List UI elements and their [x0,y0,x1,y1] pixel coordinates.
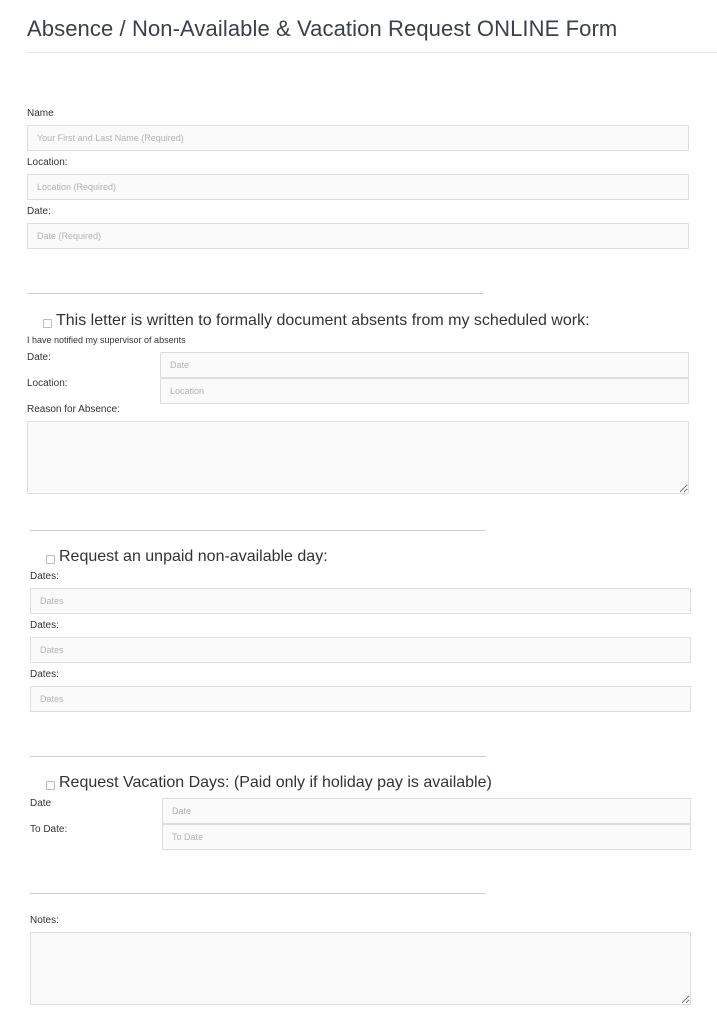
title-divider [27,52,717,53]
vacation-heading-row [46,774,492,792]
unpaid-dates-label-1: Dates: [30,571,59,582]
unpaid-dates-input-2[interactable] [30,637,691,663]
location-label: Location: [27,157,68,168]
unpaid-heading-row [46,548,328,566]
section-divider [30,756,486,757]
vacation-to-date-input[interactable] [162,824,691,850]
unpaid-dates-label-2: Dates: [30,620,59,631]
section-divider [27,293,483,294]
vacation-checkbox[interactable] [46,781,55,790]
unpaid-checkbox[interactable] [46,555,55,564]
vacation-heading: Request Vacation Days: (Paid only if holiday pay is available) [59,774,492,791]
notes-textarea[interactable] [30,932,691,1005]
date-input[interactable] [27,223,689,249]
supervisor-notice: I have notified my supervisor of absents [27,335,186,345]
vacation-date-label: Date [30,798,52,809]
section-divider [30,530,486,531]
name-label: Name [27,108,54,119]
vacation-date-input[interactable] [162,798,691,824]
reason-label: Reason for Absence: [27,404,120,415]
notes-label: Notes: [30,915,59,926]
absence-location-label: Location: [27,378,68,389]
unpaid-dates-input-3[interactable] [30,686,691,712]
reason-textarea[interactable] [27,421,689,494]
page-title: Absence / Non-Available & Vacation Request ONLINE Form [27,16,618,41]
absence-heading: This letter is written to formally document absents from my scheduled work: [56,312,590,329]
location-input[interactable] [27,174,689,200]
absence-heading-row [43,312,590,330]
date-label: Date: [27,206,51,217]
unpaid-dates-input-1[interactable] [30,588,691,614]
absence-date-label: Date: [27,352,51,363]
absence-checkbox[interactable] [43,319,52,328]
unpaid-heading: Request an unpaid non-available day: [59,548,328,565]
vacation-to-date-label: To Date: [30,824,68,835]
unpaid-dates-label-3: Dates: [30,669,59,680]
absence-date-input[interactable] [160,352,689,378]
section-divider [30,893,486,894]
name-input[interactable] [27,125,689,151]
absence-location-input[interactable] [160,378,689,404]
